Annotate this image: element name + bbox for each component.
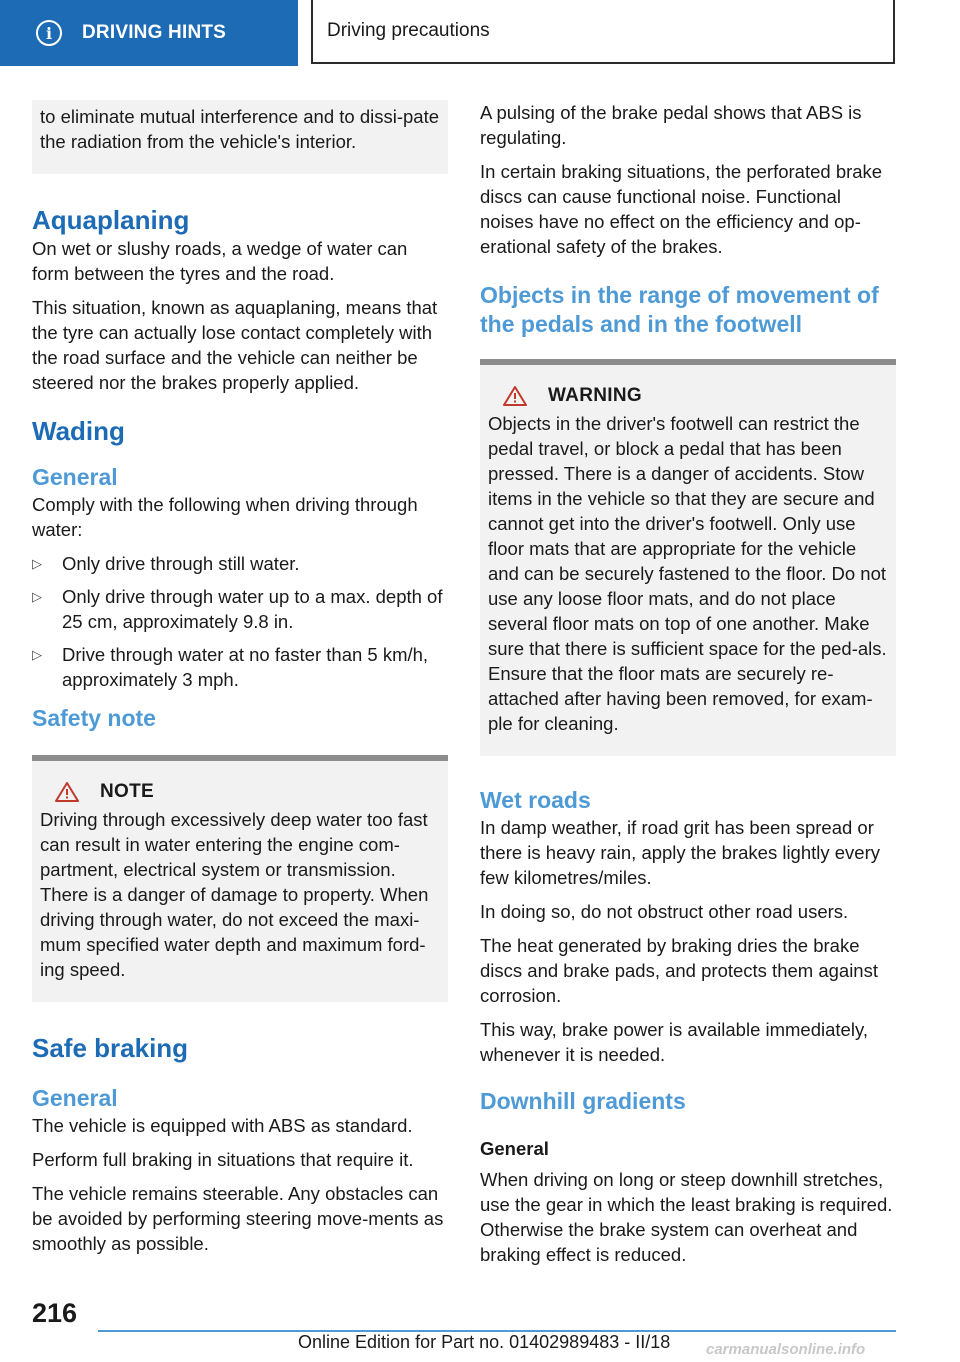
info-icon: i — [36, 20, 62, 46]
brake-noise-text: In certain braking situations, the perforated brake discs can cause functional noise. Functional noises have no effect on the efficiency and op-erational safety of the brakes. — [480, 161, 883, 257]
safe-braking-general-heading: General — [32, 1085, 118, 1111]
safe-braking-p1: The vehicle is equipped with ABS as standard. — [32, 1115, 413, 1136]
aquaplaning-heading: Aquaplaning — [32, 205, 190, 235]
page-header — [0, 0, 960, 66]
triangle-bullet-icon: ▷ — [32, 589, 42, 604]
safety-note-heading: Safety note — [32, 705, 156, 731]
wet-roads-p3: The heat generated by braking dries the brake discs and brake pads, and protects them against corrosion. — [480, 935, 878, 1006]
objects-heading: Objects in the range of movement of the pedals and in the footwell — [480, 282, 879, 337]
wading-list — [32, 551, 448, 692]
triangle-bullet-icon: ▷ — [32, 556, 42, 571]
warning-text: Objects in the driver's footwell can restrict the pedal travel, or block a pedal that has been pressed. There is a danger of accidents. Stow items in the vehicle so that they are secure and cannot get into the driver's footwell. Only use floor mats that are appropriate for the vehicle and can be securely fastened to the floor. Do not use any loose floor mats, and do not place several floor mats on top of one another. Make sure that there is sufficient space for the ped-als. Ensure that the floor mats are securely re-attached after having been removed, for exam-ple for cleaning. — [488, 413, 887, 734]
continued-box — [32, 100, 448, 174]
list-item: ▷ Drive through water at no faster than 5 km/h, approximately 3 mph. — [32, 644, 429, 690]
list-item: ▷ Only drive through water up to a max. depth of 25 cm, approximately 9.8 in. — [32, 586, 443, 632]
warning-triangle-icon — [54, 781, 80, 803]
wet-roads-p2: In doing so, do not obstruct other road users. — [480, 901, 849, 922]
wading-heading: Wading — [32, 416, 125, 446]
wet-roads-p1: In damp weather, if road grit has been spread or there is heavy rain, apply the brakes lightly every few kilometres/miles. — [480, 817, 881, 888]
edition-text: Online Edition for Part no. 01402989483 - II/18 — [298, 1332, 671, 1352]
downhill-p1: When driving on long or steep downhill stretches, use the gear in which the least braking is required. Otherwise the brake system can overheat and braking effect is reduced. — [480, 1169, 893, 1265]
wet-roads-p4: This way, brake power is available immediately, whenever it is needed. — [480, 1019, 868, 1065]
triangle-bullet-icon: ▷ — [32, 647, 42, 662]
left-column — [32, 100, 448, 1265]
aquaplaning-p1: On wet or slushy roads, a wedge of water can form between the tyres and the road. — [32, 238, 408, 284]
continued-text: to eliminate mutual interference and to dissi-pate the radiation from the vehicle's interior. — [40, 106, 439, 152]
safe-braking-p3: The vehicle remains steerable. Any obstacles can be avoided by performing steering move-ments as smoothly as possible. — [32, 1183, 444, 1254]
page-number: 216 — [32, 1298, 78, 1328]
wet-roads-heading: Wet roads — [480, 787, 591, 813]
page-title-box — [311, 0, 895, 64]
watermark: carmanualsonline.info — [706, 1341, 866, 1358]
warning-label: WARNING — [548, 385, 642, 406]
safe-braking-heading: Safe braking — [32, 1033, 189, 1063]
page-title: Driving precautions — [327, 20, 490, 41]
list-item: ▷ Only drive through still water. — [32, 553, 300, 574]
note-text: Driving through excessively deep water too fast can result in water entering the engine com-partment, electrical system or transmission. There is a danger of damage to property. When driving through water, do not exceed the maxi-mum specified water depth and maximum ford-ing speed. — [40, 809, 429, 980]
note-box — [32, 755, 448, 1002]
wading-intro: Comply with the following when driving through water: — [32, 494, 418, 540]
warning-triangle-icon — [502, 385, 528, 407]
wading-general-heading: General — [32, 464, 118, 490]
abs-pulse-text: A pulsing of the brake pedal shows that ABS is regulating. — [480, 102, 862, 148]
warning-box — [480, 359, 896, 756]
section-label: DRIVING HINTS — [82, 22, 227, 43]
section-tab — [0, 0, 298, 66]
safe-braking-p2: Perform full braking in situations that require it. — [32, 1149, 414, 1170]
right-column — [480, 100, 896, 1276]
downhill-general-heading: General — [480, 1138, 549, 1159]
note-label: NOTE — [100, 781, 154, 802]
aquaplaning-p2: This situation, known as aquaplaning, means that the tyre can actually lose contact completely with the road surface and the vehicle can neither be steered nor the brakes properly applied. — [32, 297, 438, 393]
downhill-heading: Downhill gradients — [480, 1088, 686, 1114]
